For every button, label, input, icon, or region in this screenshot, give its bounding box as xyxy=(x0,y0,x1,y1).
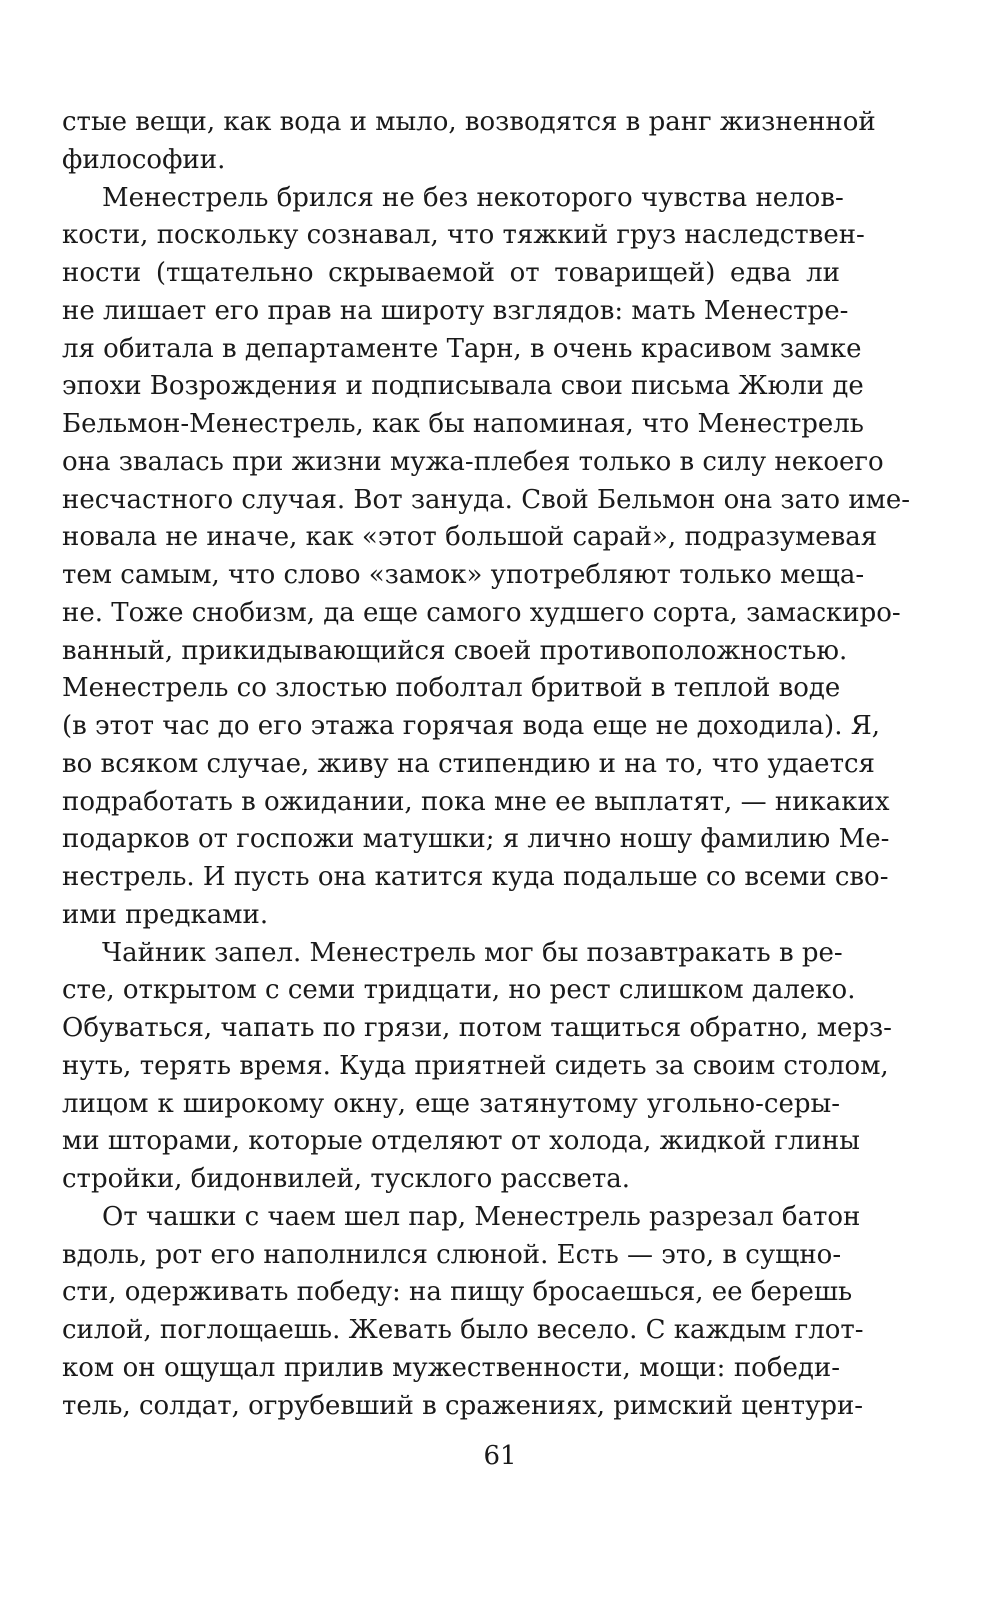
text-line: Обуваться, чапать по грязи, потом тащиться обратно, мерз- xyxy=(62,1013,892,1043)
text-line: ности (тщательно скрываемой от товарищей) едва ли xyxy=(62,258,840,288)
text-line: не лишает его прав на широту взглядов: мать Менестре- xyxy=(62,295,849,326)
text-line: подарков от госпожи матушки; я лично ношу фамилию Ме- xyxy=(62,824,890,855)
text-line: тем самым, что слово «замок» употребляют только меща- xyxy=(62,560,865,590)
text-line: лицом к широкому окну, еще затянутому угольно-серы- xyxy=(62,1088,840,1119)
text-line: Чайник запел. Менестрель мог бы позавтракать в ре- xyxy=(102,937,843,968)
text-line: вдоль, рот его наполнился слюной. Есть — это, в сущно- xyxy=(62,1239,842,1270)
page-number: 61 xyxy=(483,1441,517,1471)
text-line: во всяком случае, живу на стипендию и на то, что удается xyxy=(62,748,875,779)
text-line: кости, поскольку сознавал, что тяжкий груз наследствен- xyxy=(62,220,865,251)
text-line: ля обитала в департаменте Тарн, в очень красивом замке xyxy=(62,333,862,364)
text-line: силой, поглощаешь. Жевать было весело. С каждым глот- xyxy=(62,1315,864,1345)
text-line: ими предками. xyxy=(62,899,269,930)
text-line: Менестрель со злостью поболтал бритвой в теплой воде xyxy=(62,673,841,704)
text-line: ми шторами, которые отделяют от холода, жидкой глины xyxy=(62,1126,860,1157)
text-line: подработать в ожидании, пока мне ее выплатят, — никаких xyxy=(62,786,890,817)
text-line: не. Тоже снобизм, да еще самого худшего сорта, замаскиро- xyxy=(62,597,901,628)
text-line: она звалась при жизни мужа-плебея только в силу некоего xyxy=(62,446,884,477)
text-line: Бельмон-Менестрель, как бы напоминая, что Менестрель xyxy=(62,409,864,439)
text-line: Менестрель брился не без некоторого чувства нелов- xyxy=(102,182,844,213)
text-line: новала не иначе, как «этот большой сарай», подразумевая xyxy=(62,522,878,553)
text-line: философии. xyxy=(62,144,226,175)
text-line: нестрель. И пусть она катится куда подальше со всеми сво- xyxy=(62,862,889,892)
text-line: ком он ощущал прилив мужественности, мощи: победи- xyxy=(62,1352,840,1383)
text-line: тель, солдат, огрубевший в сражениях, римский центури- xyxy=(62,1390,864,1421)
text-line: сте, открытом с семи тридцати, но рест слишком далеко. xyxy=(62,975,856,1006)
text-line: эпохи Возрождения и подписывала свои письма Жюли де xyxy=(62,371,864,402)
text-line: стые вещи, как вода и мыло, возводятся в ранг жизненной xyxy=(62,107,876,137)
text-line: стройки, бидонвилей, тусклого рассвета. xyxy=(62,1164,631,1194)
body-text xyxy=(62,104,911,1425)
text-line: нуть, терять время. Куда приятней сидеть за своим столом, xyxy=(62,1050,889,1081)
text-line: (в этот час до его этажа горячая вода еще не доходила). Я, xyxy=(62,711,880,741)
text-line: несчастного случая. Вот зануда. Свой Бельмон она зато име- xyxy=(62,484,911,515)
text-line: сти, одерживать победу: на пищу бросаешься, ее берешь xyxy=(62,1277,853,1308)
text-line: ванный, прикидывающийся своей противоположностью. xyxy=(62,635,848,666)
text-line: От чашки с чаем шел пар, Менестрель разрезал батон xyxy=(102,1201,861,1232)
